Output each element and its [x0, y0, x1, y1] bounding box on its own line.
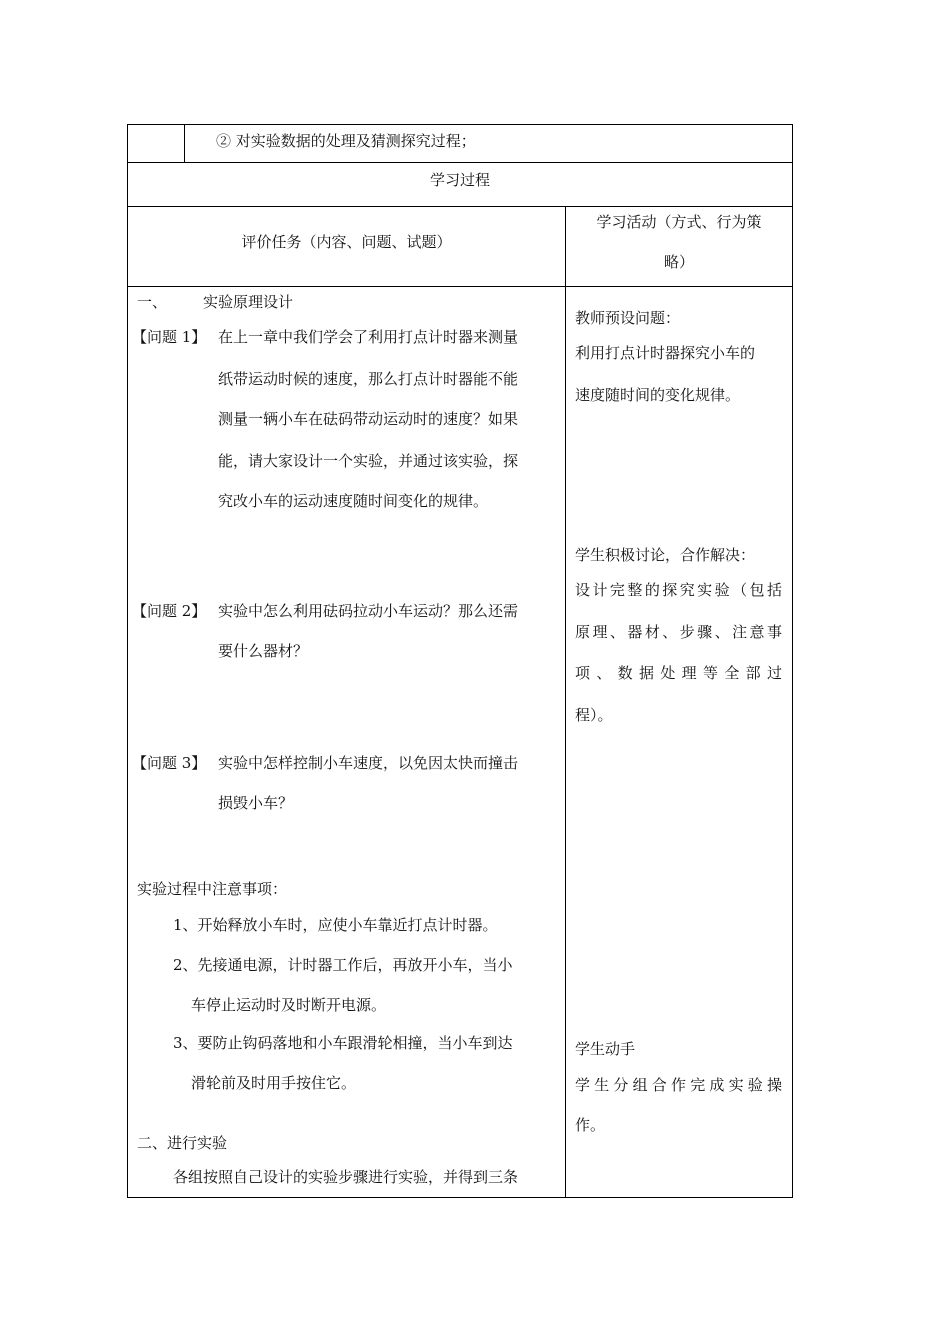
q3-line: 损毁小车？	[218, 794, 294, 812]
student-line: 设计完整的探究实验（包括	[575, 581, 782, 599]
task-header-cell	[128, 207, 566, 287]
note-item: 3、要防止钩码落地和小车跟滑轮相撞，当小车到达	[173, 1034, 513, 1052]
objective-row	[128, 125, 793, 163]
activity-header-line2: 略）	[663, 253, 694, 271]
hands-line: 作。	[575, 1116, 606, 1134]
teacher-title: 教师预设问题：	[575, 309, 681, 327]
column-header-row	[128, 207, 793, 287]
q3-label: 【问题 3】	[132, 754, 207, 772]
objective-cell	[185, 125, 793, 163]
part2-title: 二、进行实验	[137, 1134, 228, 1152]
content-row	[128, 287, 793, 1198]
notes-title: 实验过程中注意事项：	[137, 880, 288, 898]
hands-line: 学生分组合作完成实验操	[575, 1076, 782, 1094]
teacher-line: 利用打点计时器探究小车的	[575, 344, 756, 362]
student-line: 项、数据处理等全部过	[575, 664, 782, 682]
q1-label: 【问题 1】	[132, 328, 207, 346]
teacher-line: 速度随时间的变化规律。	[575, 386, 741, 404]
q3-line: 实验中怎样控制小车速度，以免因太快而撞击	[218, 754, 519, 772]
q1-line: 在上一章中我们学会了利用打点计时器来测量	[218, 328, 519, 346]
student-title: 学生积极讨论，合作解决：	[575, 546, 756, 564]
note-item: 1、开始释放小车时，应使小车靠近打点计时器。	[173, 916, 498, 934]
note-item: 2、先接通电源，计时器工作后，再放开小车，当小	[173, 956, 513, 974]
activity-header-cell	[566, 207, 793, 287]
q1-line: 纸带运动时候的速度，那么打点计时器能不能	[218, 370, 519, 388]
note-item: 车停止运动时及时断开电源。	[191, 996, 387, 1014]
q2-line: 要什么器材？	[218, 642, 309, 660]
part1-title: 实验原理设计	[203, 293, 294, 311]
q2-line: 实验中怎么利用砝码拉动小车运动？那么还需	[218, 602, 519, 620]
hands-title: 学生动手	[575, 1040, 636, 1058]
activity-content-cell	[566, 287, 793, 1198]
q2-label: 【问题 2】	[132, 602, 207, 620]
section-header-cell	[128, 163, 793, 207]
part1-number: 一、	[137, 293, 168, 311]
lesson-table	[127, 124, 793, 1198]
objective-2-text: ② 对实验数据的处理及猜测探究过程；	[216, 132, 476, 150]
q1-line: 能，请大家设计一个实验，并通过该实验，探	[218, 452, 519, 470]
section-header: 学习过程	[429, 171, 490, 189]
objective-label-cell	[128, 125, 185, 163]
student-line: 程）。	[575, 706, 613, 724]
q1-line: 测量一辆小车在砝码带动运动时的速度？如果	[218, 410, 519, 428]
activity-header-line1: 学习活动（方式、行为策	[596, 213, 762, 231]
task-content-cell	[128, 287, 566, 1198]
part2-text: 各组按照自己设计的实验步骤进行实验，并得到三条	[173, 1168, 519, 1186]
q1-line: 究改小车的运动速度随时间变化的规律。	[218, 492, 489, 510]
task-header: 评价任务（内容、问题、试题）	[241, 233, 452, 251]
student-line: 原理、器材、步骤、注意事	[575, 623, 782, 641]
note-item: 滑轮前及时用手按住它。	[191, 1074, 357, 1092]
section-header-row	[128, 163, 793, 207]
